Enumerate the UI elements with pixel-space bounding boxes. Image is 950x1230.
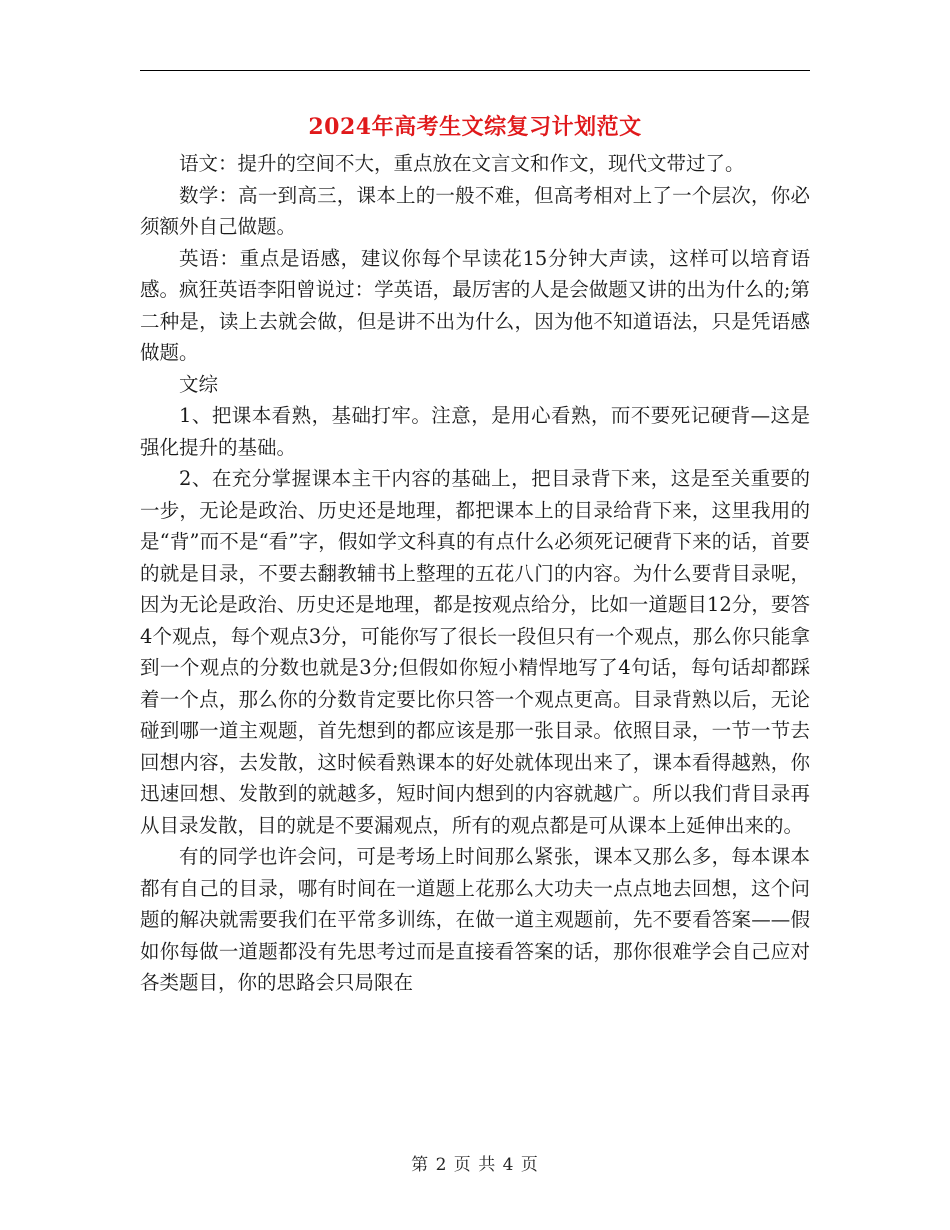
paragraph-point-2: 2、在充分掌握课本主干内容的基础上，把目录背下来，这是至关重要的一步，无论是政治、历史还是地理，都把课本上的目录给背下来，这里我用的是“背”而不是“看”字，假如学文科真的有点什么必须死记硬背下来的话，首要的就是目录，不要去翻教辅书上整理的五花八门的内容。为什么要背目录呢，因为无论是政治、历史还是地理，都是按观点给分，比如一道题目12分，要答4个观点，每个观点3分，可能你写了很长一段但只有一个观点，那么你只能拿到一个观点的分数也就是3分;但假如你短小精悍地写了4句话，每句话却都踩着一个点，那么你的分数肯定要比你只答一个观点更高。目录背熟以后，无论碰到哪一道主观题，首先想到的都应该是那一张目录。依照目录，一节一节去回想内容，去发散，这时候看熟课本的好处就体现出来了，课本看得越熟，你迅速回想、发散到的就越多，短时间内想到的内容就越广。所以我们背目录再从目录发散，目的就是不要漏观点，所有的观点都是可从课本上延伸出来的。: [140, 467, 810, 837]
paragraph-english: 英语：重点是语感，建议你每个早读花15分钟大声读，这样可以培育语感。疯狂英语李阳曾说过：学英语，最厉害的人是会做题又讲的出为什么的;第二种是，读上去就会做，但是讲不出为什么，因为他不知道语法，只是凭语感做题。: [140, 246, 810, 364]
paragraph-chinese: 语文：提升的空间不大，重点放在文言文和作文，现代文带过了。: [179, 152, 745, 175]
header-rule: [140, 70, 810, 71]
paragraph-math: 数学：高一到高三，课本上的一般不难，但高考相对上了一个层次，你必须额外自己做题。: [140, 183, 810, 238]
paragraph-question: 有的同学也许会问，可是考场上时间那么紧张，课本又那么多，每本课本都有自己的目录，哪有时间在一道题上花那么大功夫一点点地去回想，这个问题的解决就需要我们在平常多训练，在做一道主观题前，先不要看答案——假如你每做一道题都没有先思考过而是直接看答案的话，那你很难学会自己应对各类题目，你的思路会只局限在: [140, 845, 810, 994]
document-body: [140, 148, 810, 999]
document-title: 2024年高考生文综复习计划范文: [308, 114, 642, 140]
paragraph-point-1: 1、把课本看熟，基础打牢。注意，是用心看熟，而不要死记硬背—这是强化提升的基础。: [140, 404, 810, 459]
page-footer: 第 2 页 共 4 页: [411, 1155, 539, 1175]
paragraph-wenzong-heading: 文综: [179, 372, 219, 396]
